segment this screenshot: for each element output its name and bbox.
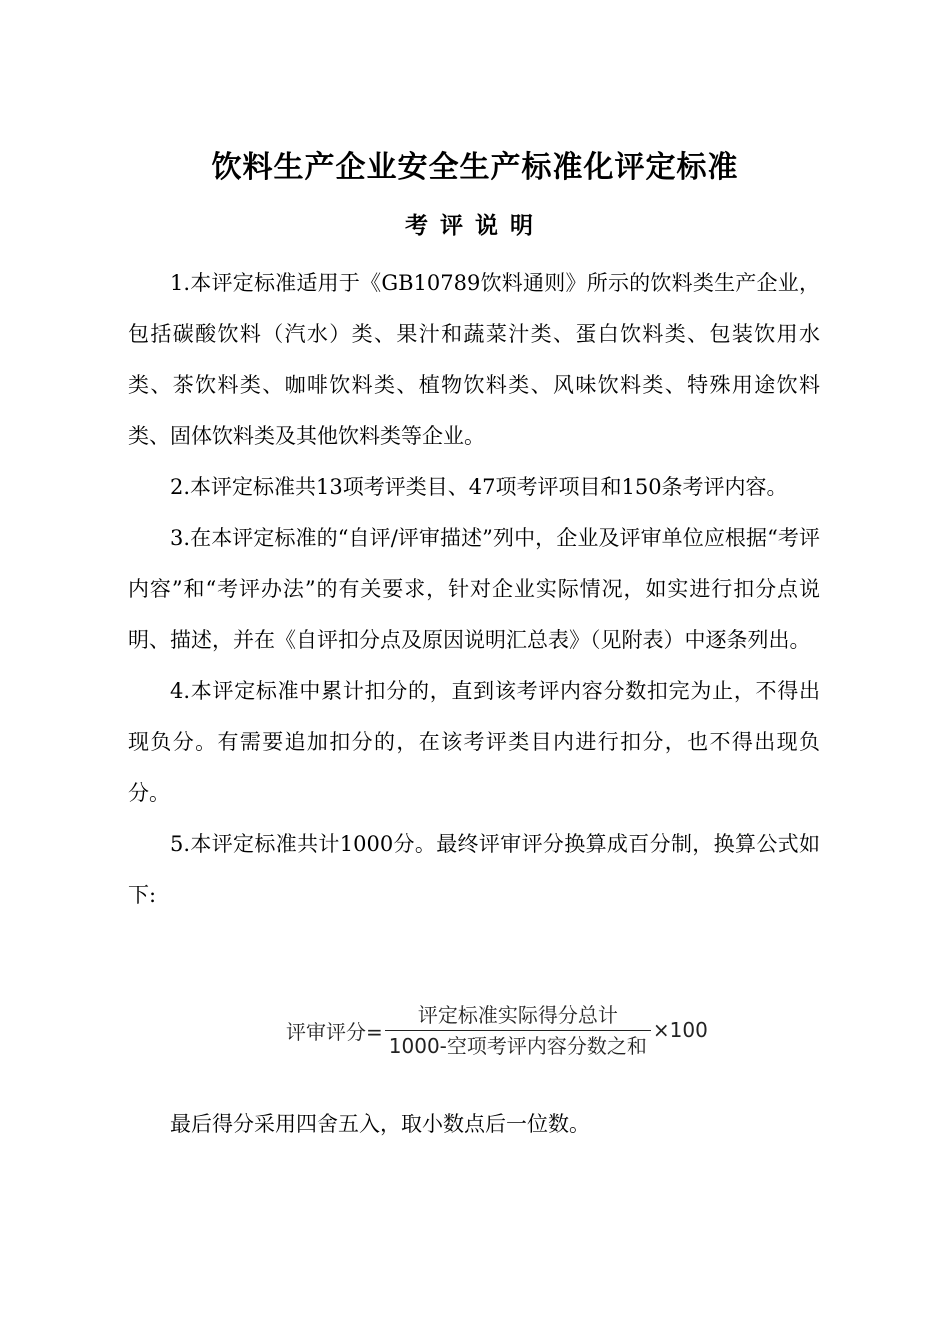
- paragraph-1: 1.本评定标准适用于《GB10789饮料通则》所示的饮料类生产企业，包括碳酸饮料（汽水）类、果汁和蔬菜汁类、蛋白饮料类、包装饮用水类、茶饮料类、咖啡饮料类、植物饮料类、风味饮料类、特殊用途饮料类、固体饮料类及其他饮料类等企业。: [128, 271, 820, 448]
- formula-denominator: 1000-空项考评内容分数之和: [388, 1033, 647, 1058]
- formula-fraction: [385, 1003, 651, 1058]
- paragraph-4: 4.本评定标准中累计扣分的，直到该考评内容分数扣完为止，不得出现负分。有需要追加扣分的，在该考评类目内进行扣分，也不得出现负分。: [128, 679, 820, 805]
- instructions-body: [128, 258, 820, 921]
- paragraph-5: 5.本评定标准共计1000分。最终评审评分换算成百分制，换算公式如下:: [128, 832, 820, 907]
- paragraph-2: 2.本评定标准共13项考评类目、47项考评项目和150条考评内容。: [170, 475, 788, 499]
- score-formula: [286, 998, 708, 1062]
- section-heading: 考评说明: [405, 212, 545, 239]
- paragraph-3: 3.在本评定标准的“自评/评审描述”列中，企业及评审单位应根据“考评内容”和“考评办法”的有关要求，针对企业实际情况，如实进行扣分点说明、描述，并在《自评扣分点及原因说明汇总表》（见附表）中逐条列出。: [128, 526, 820, 652]
- document-title: 饮料生产企业安全生产标准化评定标准: [211, 150, 739, 185]
- formula-multiplier: ×100: [652, 1018, 708, 1042]
- closing-note: 最后得分采用四舍五入，取小数点后一位数。: [170, 1112, 590, 1136]
- formula-numerator: 评定标准实际得分总计: [417, 1002, 618, 1027]
- formula-lhs: 评审评分=: [286, 1019, 383, 1044]
